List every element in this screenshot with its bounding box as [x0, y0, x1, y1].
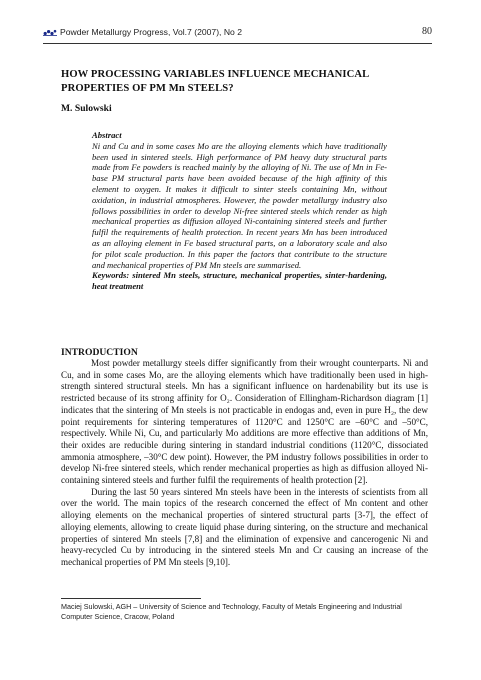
journal-name: Powder Metallurgy Progress, Vol.7 (2007), No 2 — [60, 27, 242, 37]
author-affiliation-footnote: Maciej Sulowski, AGH – University of Science and Technology, Faculty of Metals Engineering and Industrial Computer Science, Cracow, Poland — [61, 602, 402, 621]
introduction-body — [61, 358, 428, 569]
article-title — [61, 68, 421, 96]
paragraph: During the last 50 years sintered Mn steels have been in the interests of scientists from all over the world. The main topics of the research concerned the effect of Mn content and other alloying elements on the mechanical properties of sintered structural parts [3-7], the effect of alloying elements, allowing to create liquid phase during sintering, on the structure and mechanical properties of sintered Mn steels [7,8] and the elimination of expensive and cancerogenic Ni and heavy-recycled Cu by introducing in the sintered steels Mn and Cr causing an increase of the mechanical properties of PM Mn steels [9,10]. — [61, 486, 428, 567]
title-line-2: PROPERTIES OF PM Mn STEELS? — [61, 83, 234, 94]
journal-logo-icon — [43, 28, 57, 36]
abstract-text: Ni and Cu and in some cases Mo are the alloying elements which have traditionally been used in sintered steels. High performance of PM heavy duty structural parts made from Fe powders is reached mainly by the alloying of Ni. The use of Mn in Fe-base PM structural parts have been avoided because of the high affinity of this element to oxygen. It makes it difficult to sinter steels containing Mn, without oxidation, in industrial atmospheres. However, the powder metallurgy industry also follows possibilities in order to develop Ni-free sintered steels which render as high mechanical properties as diffusion alloyed Ni-containing sintered steels and further fulfil the requirements of health protection. In recent years Mn has been introduced as an alloying element in Fe based structural parts, on a laboratory scale and also for pilot scale production. In this paper the factors that contribute to the structure and mechanical properties of PM Mn steels are summarised. — [92, 140, 387, 270]
title-line-1: HOW PROCESSING VARIABLES INFLUENCE MECHANICAL — [61, 69, 370, 80]
section-heading-introduction: INTRODUCTION — [61, 347, 138, 358]
keywords: Keywords: sintered Mn steels, structure, mechanical properties, sinter-hardening, heat treatment — [92, 270, 387, 292]
abstract-heading: Abstract — [92, 130, 122, 140]
footnote-divider — [61, 598, 201, 599]
running-header — [43, 26, 432, 42]
author-name: M. Sulowski — [61, 103, 112, 114]
paragraph: Most powder metallurgy steels differ significantly from their wrought counterparts. Ni and Cu, and in some cases Mo, are the alloying elements which have traditionally been used in high-strength sintered structural steels. Mn has a significant influence on hardenability but its use is restricted because of its strong affinity for O₂. Consideration of Ellingham-Richardson diagram [1] indicates that the sintering of Mn steels is not practicable in endogas and, even in pure H₂, the dew point requirements for sintering temperatures of 1120°C and 1250°C are –60°C and –50°C, respectively. While Ni, Cu, and particularly Mo additions are more effective than additions of Mn, their oxides are reducible during sintering in standard industrial conditions (1120°C, dissociated ammonia atmosphere, –30°C dew point). However, the PM industry follows possibilities in order to develop Ni-free sintered steels, which render mechanical properties as high as diffusion alloyed Ni-containing sintered steels and further fulfil the requirements of health protection [2]. — [61, 358, 428, 486]
page-number: 80 — [422, 26, 432, 37]
header-divider — [43, 43, 432, 44]
abstract-block — [92, 130, 387, 292]
